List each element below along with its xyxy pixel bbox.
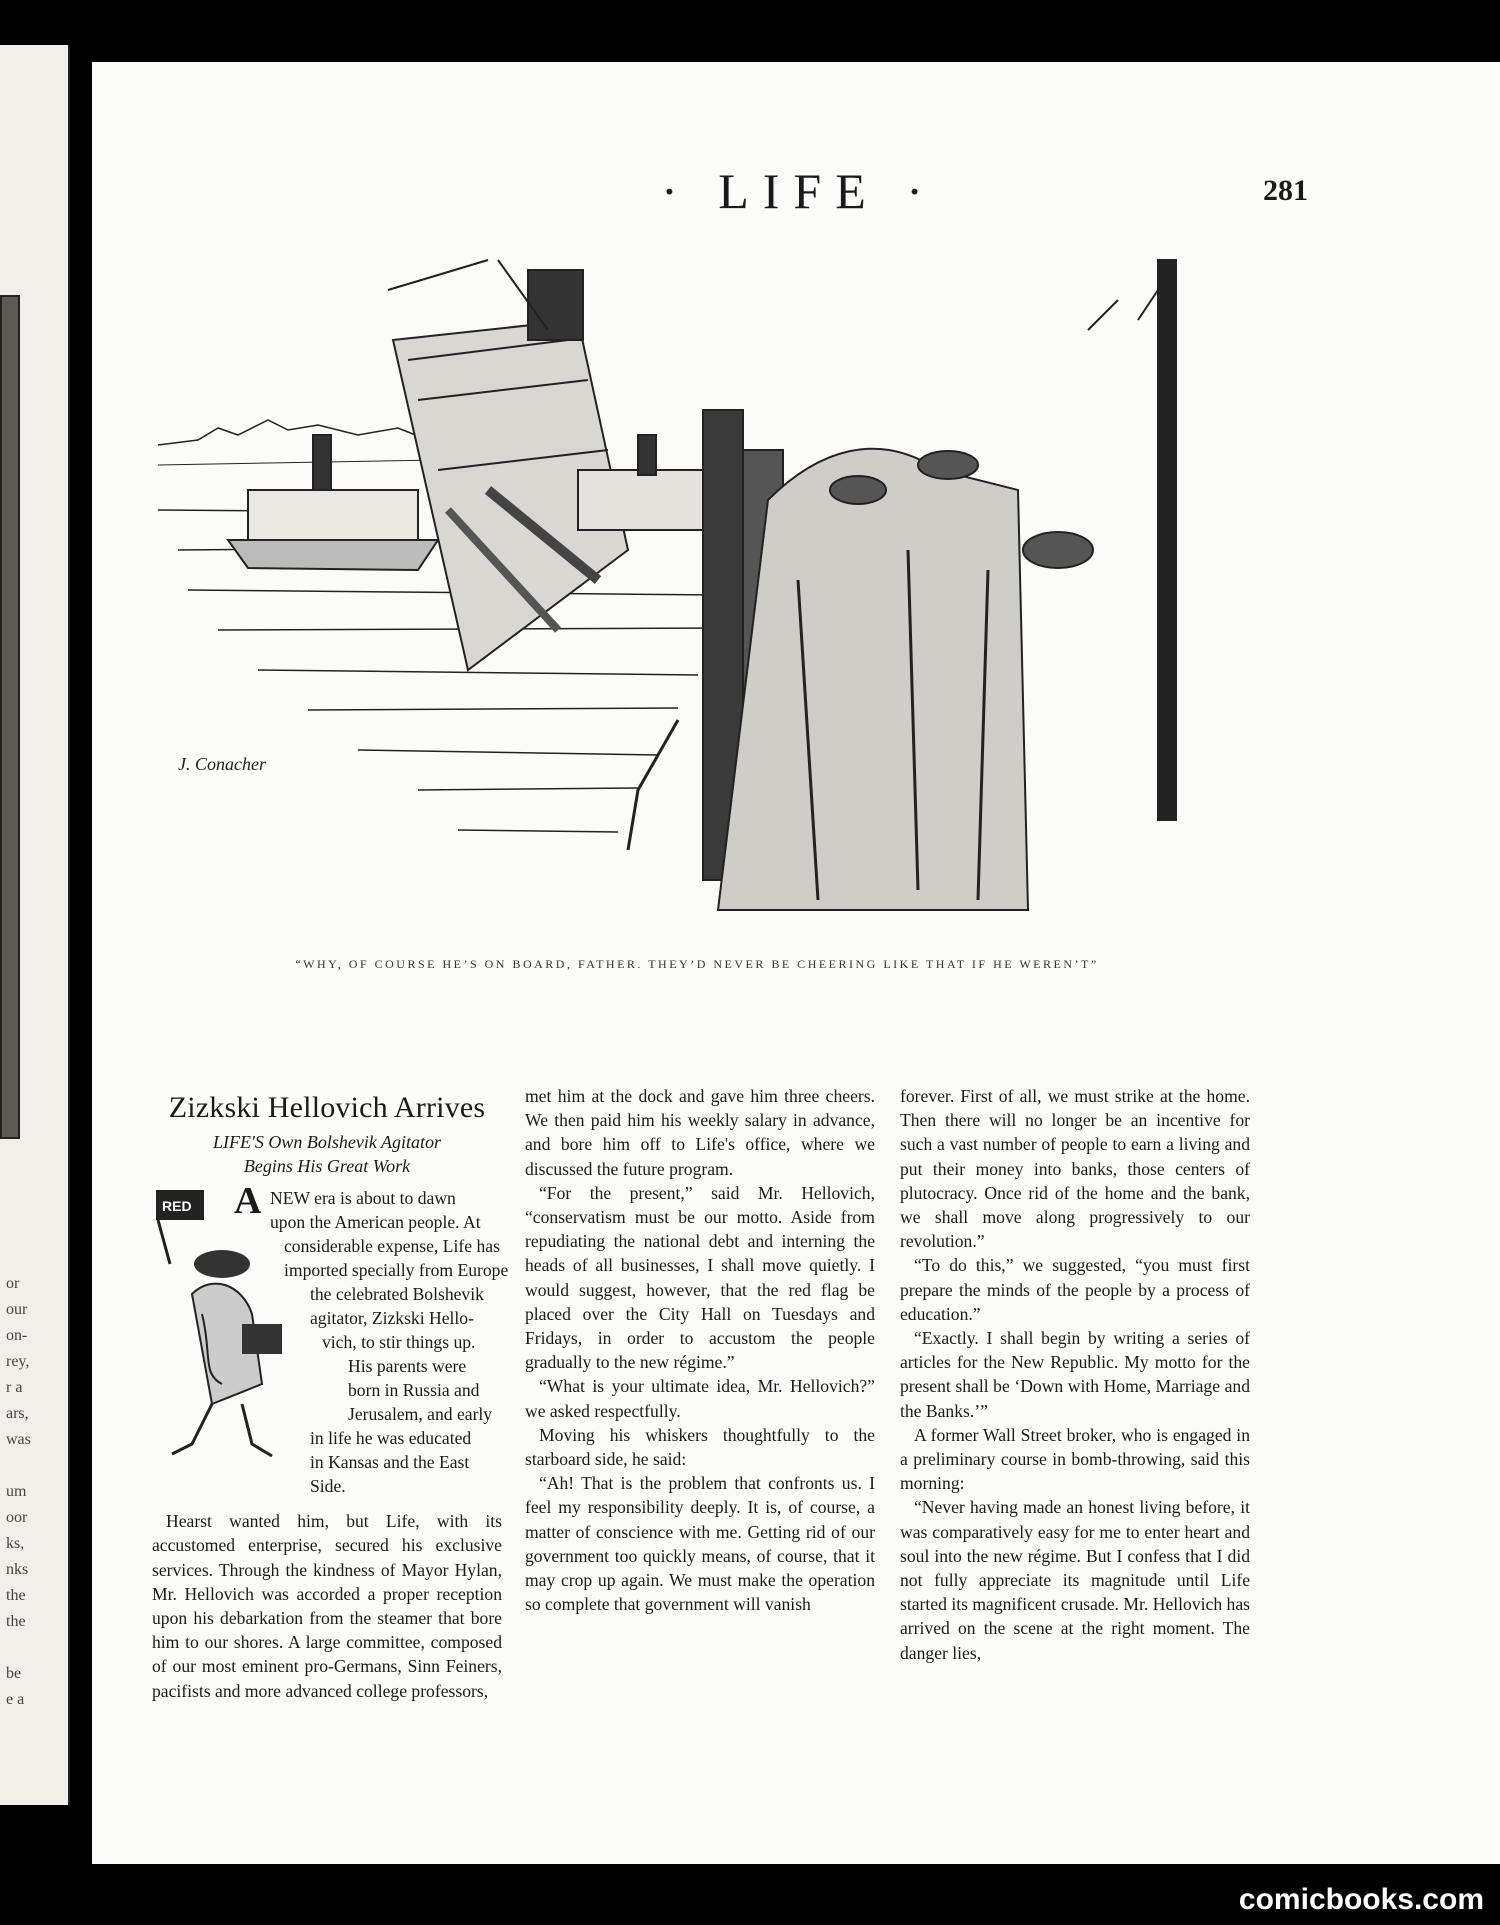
drop-cap: A	[234, 1180, 262, 1223]
article-paragraph: A former Wall Street broker, who is engaged in a preliminary course in bomb-throwing, said this morning:	[900, 1424, 1250, 1494]
intro-line: Side.	[310, 1476, 346, 1497]
prev-fragment: the	[6, 1613, 26, 1630]
prev-fragment: rey,	[6, 1353, 30, 1370]
intro-line: His parents were	[348, 1356, 467, 1377]
prev-fragment: on-	[6, 1327, 28, 1344]
harbor-illustration	[158, 250, 1230, 940]
prev-fragment: be	[6, 1665, 22, 1682]
article-column-2	[525, 1084, 875, 1616]
masthead: · LIFE ·	[661, 163, 937, 219]
prev-fragment: ars,	[6, 1405, 29, 1422]
article-intro	[152, 1180, 509, 1509]
prev-fragment: r a	[6, 1379, 23, 1396]
subtitle-line: LIFE'S Own Bolshevik Agitator	[213, 1132, 441, 1153]
article-column-1	[152, 1084, 509, 1703]
intro-line: in life he was educated	[310, 1428, 472, 1449]
prev-fragment: e a	[6, 1691, 25, 1708]
article-paragraph: “For the present,” said Mr. Hellovich, “conservatism must be our motto. Aside from repudiating the national debt and interning the heads of all businesses, I shall move quietly. I would suggest, however, that the red flag be placed over the City Hall on Tuesdays and Fridays, in order to accustom the people gradually to the new régime.”	[525, 1182, 875, 1373]
intro-line: vich, to stir things up.	[322, 1332, 476, 1353]
prev-fragment: nks	[6, 1561, 29, 1578]
article-column-3	[900, 1084, 1250, 1665]
intro-line: the celebrated Bolshevik	[310, 1284, 484, 1305]
article-paragraph: Hearst wanted him, but Life, with its accustomed enterprise, secured his exclusive services. Through the kindness of Mayor Hylan, Mr. Hellovich was accorded a proper reception upon his debarkation from the steamer that bore him to our shores. A large committee, composed of our most eminent pro-Germans, Sinn Feiners, pacifists and more advanced college professors,	[152, 1511, 502, 1701]
intro-line: agitator, Zizkski Hello-	[310, 1308, 474, 1329]
article-paragraph: met him at the dock and gave him three cheers. We then paid him his weekly salary in advance, and bore him off to Life's office, where we discussed the future program.	[525, 1086, 875, 1179]
article-subtitle	[152, 1130, 502, 1178]
prev-fragment: um	[6, 1483, 27, 1500]
article-paragraph: “To do this,” we suggested, “you must first prepare the minds of the people by a process of education.”	[900, 1255, 1250, 1324]
intro-line: NEW era is about to dawn	[270, 1188, 456, 1209]
intro-line: born in Russia and	[348, 1380, 480, 1401]
magazine-page	[92, 62, 1500, 1864]
page-number: 281	[1263, 174, 1308, 207]
intro-line: Jerusalem, and early	[348, 1404, 493, 1425]
red-flag-text: RED	[162, 1198, 192, 1215]
intro-line: considerable expense, Life has	[284, 1236, 500, 1257]
site-watermark: comicbooks.com	[1238, 1883, 1484, 1916]
article-paragraph: “What is your ultimate idea, Mr. Hellovich?” we asked respectfully.	[525, 1376, 875, 1421]
article-paragraph: Moving his whiskers thoughtfully to the starboard side, he said:	[525, 1424, 875, 1470]
article-paragraph: “Never having made an honest living before, it was comparatively easy for me to enter heart and soul into the new régime. But I confess that I did not fully appreciate its magnitude until Life started its magnificent crusade. Mr. Hellovich has arrived on the scene at the right moment. The danger lies,	[900, 1497, 1250, 1663]
article-paragraph: forever. First of all, we must strike at the home. Then there will no longer be an incentive for such a vast number of people to earn a living and put their money into banks, those centers of plutocracy. Once rid of the home and the bank, we shall move along progressively to our revolution.”	[900, 1086, 1250, 1252]
prev-fragment: or	[6, 1275, 20, 1292]
article-paragraph: “Ah! That is the problem that confronts us. I feel my responsibility deeply. It is, of course, a matter of conscience with me. Getting rid of our government too quickly means, of course, that it may crop up again. We must make the operation so complete that government will vanish	[525, 1473, 875, 1615]
previous-page-edge	[0, 45, 70, 1805]
prev-fragment: the	[6, 1587, 26, 1604]
illustration-caption: “WHY, OF COURSE HE’S ON BOARD, FATHER. THEY’D NEVER BE CHEERING LIKE THAT IF HE WEREN’T”	[295, 957, 1099, 971]
previous-page-text	[6, 1271, 31, 1713]
prev-fragment: ks,	[6, 1535, 25, 1552]
intro-line: imported specially from Europe	[284, 1260, 509, 1281]
article-title: Zizkski Hellovich Arrives	[168, 1091, 486, 1124]
subtitle-line: Begins His Great Work	[243, 1156, 411, 1177]
prev-fragment: our	[6, 1301, 28, 1318]
prev-fragment: oor	[6, 1509, 28, 1526]
previous-page-illustration-strip	[0, 295, 20, 1139]
prev-fragment: was	[6, 1431, 31, 1448]
intro-line: upon the American people. At	[270, 1212, 481, 1233]
artist-signature: J. Conacher	[178, 754, 266, 774]
intro-line: in Kansas and the East	[310, 1452, 470, 1473]
article-paragraph: “Exactly. I shall begin by writing a series of articles for the New Republic. My motto for the present shall be ‘Down with Home, Marriage and the Banks.’”	[900, 1328, 1250, 1421]
